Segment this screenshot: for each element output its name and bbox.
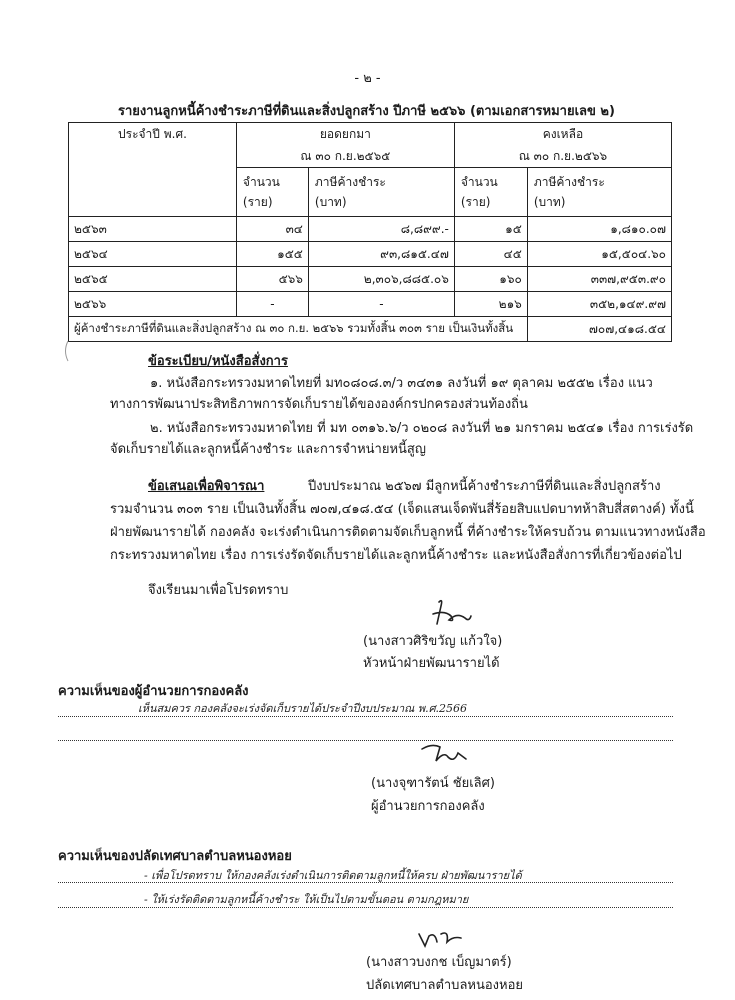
header-tax-label: ภาษีค้างชำระ	[533, 175, 605, 189]
signer-3-position: ปลัดเทศบาลตำบลหนองหอย	[366, 978, 524, 993]
cell-brought-count: ๕๖๖	[236, 267, 308, 292]
header-tax-unit: (บาท)	[533, 195, 566, 209]
proposal-line-4: กระทรวงมหาดไทย เรื่อง การเร่งรัดจัดเก็บรายได้และลูกหนี้ค้างชำระ และหนังสือสั่งการที่เกี่ยวข้องต่อไป	[110, 548, 682, 563]
signer-1-position: หัวหน้าฝ่ายพัฒนารายได้	[363, 656, 500, 671]
table-row	[69, 267, 672, 292]
table-row	[69, 217, 672, 242]
closing-text: จึงเรียนมาเพื่อโปรดทราบ	[148, 583, 289, 598]
header-year: ประจำปี พ.ศ.	[69, 123, 237, 217]
municipal-clerk-handwritten-note-2: - ให้เร่งรัดติดตามลูกหนี้ค้างชำระ ให้เป็นไปตามขั้นตอน ตามกฎหมาย	[144, 893, 469, 906]
cell-brought-tax: -	[308, 292, 454, 317]
header-tax-label: ภาษีค้างชำระ	[314, 175, 386, 189]
cell-remaining-tax: ๓๕๒,๑๔๙.๙๗	[527, 292, 671, 317]
margin-bracket-mark	[62, 340, 72, 366]
cell-brought-count: ๑๕๕	[236, 242, 308, 267]
total-label: ผู้ค้างชำระภาษีที่ดินและสิ่งปลูกสร้าง ณ ๓๐ ก.ย. ๒๕๖๖ รวมทั้งสิ้น ๓๐๓ ราย เป็นเงินทั้งสิ้น	[69, 317, 528, 342]
header-remaining-label: คงเหลือ	[542, 127, 584, 141]
cell-remaining-count: ๔๕	[454, 242, 527, 267]
total-row	[69, 317, 672, 342]
regulation-item-1-line-2: ทางการพัฒนาประสิทธิภาพการจัดเก็บรายได้ขององค์กรปกครองส่วนท้องถิ่น	[110, 397, 528, 412]
header-count-label: จำนวน	[460, 175, 498, 189]
regulations-heading: ข้อระเบียบ/หนังสือสั่งการ	[148, 354, 288, 369]
header-remaining	[454, 123, 671, 168]
header-brought-count	[236, 168, 308, 217]
cell-brought-tax: ๒,๓๐๖,๘๘๕.๐๖	[308, 267, 454, 292]
cell-year: ๒๕๖๖	[69, 292, 237, 317]
table-row	[69, 292, 672, 317]
municipal-clerk-opinion-heading: ความเห็นของปลัดเทศบาลตำบลหนองหอย	[58, 849, 292, 864]
cell-remaining-count: ๑๖๐	[454, 267, 527, 292]
proposal-heading: ข้อเสนอเพื่อพิจารณา	[148, 479, 265, 494]
opinion-dotted-line	[58, 740, 673, 741]
signer-1-name: (นางสาวศิริขวัญ แก้วใจ)	[363, 634, 503, 649]
header-brought-forward-date: ณ ๓๐ ก.ย.๒๕๖๕	[300, 149, 391, 163]
header-count-unit: (ราย)	[460, 195, 491, 209]
cell-remaining-tax: ๓๓๗,๙๕๓.๙๐	[527, 267, 671, 292]
header-tax-unit: (บาท)	[314, 195, 347, 209]
cell-remaining-tax: ๑,๘๑๐.๐๗	[527, 217, 671, 242]
cell-brought-tax: ๙๓,๘๑๕.๔๗	[308, 242, 454, 267]
tax-arrears-table	[68, 122, 672, 342]
header-brought-forward	[236, 123, 454, 168]
header-remaining-count	[454, 168, 527, 217]
cell-year: ๒๕๖๓	[69, 217, 237, 242]
cell-brought-count: ๓๔	[236, 217, 308, 242]
signature-3	[415, 928, 465, 952]
signature-2	[418, 741, 470, 767]
cell-remaining-count: ๒๑๖	[454, 292, 527, 317]
header-brought-tax	[308, 168, 454, 217]
regulation-item-1-line-1: ๑. หนังสือกระทรวงมหาดไทยที่ มท๐๘๐๘.๓/ว ๓๔๓๑ ลงวันที่ ๑๙ ตุลาคม ๒๕๕๒ เรื่อง แนว	[150, 376, 653, 391]
regulation-item-2-line-1: ๒. หนังสือกระทรวงมหาดไทย ที่ มท ๐๓๑๖.๖/ว ๐๒๐๘ ลงวันที่ ๒๑ มกราคม ๒๕๔๑ เรื่อง การเร่งรัด	[150, 421, 694, 436]
header-remaining-tax	[527, 168, 671, 217]
page-number: - ๒ -	[354, 71, 381, 86]
cell-brought-tax: ๘,๘๙๙.-	[308, 217, 454, 242]
signature-1	[425, 596, 475, 630]
municipal-clerk-handwritten-note-1: - เพื่อโปรดทราบ ให้กองคลังเร่งดำเนินการติดตามลูกหนี้ให้ครบ ฝ่ายพัฒนารายได้	[144, 869, 522, 882]
header-count-label: จำนวน	[242, 175, 280, 189]
signer-3-name: (นางสาวบงกช เบ็ญมาตร์)	[366, 955, 512, 970]
proposal-line-2: รวมจำนวน ๓๐๓ ราย เป็นเงินทั้งสิ้น ๗๐๗,๔๑๘.๕๔ (เจ็ดแสนเจ็ดพันสี่ร้อยสิบแปดบาทห้าสิบสี่สตางค์) ทั้งนี้	[110, 502, 694, 517]
cell-brought-count: -	[236, 292, 308, 317]
cell-remaining-count: ๑๕	[454, 217, 527, 242]
table-row	[69, 242, 672, 267]
signer-2-name: (นางจุฑารัตน์ ชัยเลิศ)	[371, 776, 495, 791]
report-title: รายงานลูกหนี้ค้างชำระภาษีที่ดินและสิ่งปลูกสร้าง ปีภาษี ๒๕๖๖ (ตามเอกสารหมายเลข ๒)	[118, 104, 615, 119]
finance-director-handwritten-note: เห็นสมควร กองคลังจะเร่งจัดเก็บรายได้ประจำปีงบประมาณ พ.ศ.2566	[138, 702, 468, 715]
proposal-line-1: ปีงบประมาณ ๒๕๖๗ มีลูกหนี้ค้างชำระภาษีที่ดินและสิ่งปลูกสร้าง	[308, 479, 661, 494]
header-brought-forward-label: ยอดยกมา	[319, 127, 371, 141]
header-count-unit: (ราย)	[242, 195, 273, 209]
signer-2-position: ผู้อำนวยการกองคลัง	[371, 799, 485, 814]
regulation-item-2-line-2: จัดเก็บรายได้และลูกหนี้ค้างชำระ และการจำหน่ายหนี้สูญ	[110, 442, 426, 457]
header-remaining-date: ณ ๓๐ ก.ย.๒๕๖๖	[518, 149, 608, 163]
cell-year: ๒๕๖๔	[69, 242, 237, 267]
total-value: ๗๐๗,๔๑๘.๕๔	[527, 317, 671, 342]
cell-year: ๒๕๖๕	[69, 267, 237, 292]
finance-director-opinion-heading: ความเห็นของผู้อำนวยการกองคลัง	[58, 684, 249, 699]
proposal-line-3: ฝ่ายพัฒนารายได้ กองคลัง จะเร่งดำเนินการติดตามจัดเก็บลูกหนี้ ที่ค้างชำระให้ครบถ้วน ตามแนวทางหนังสือ	[110, 525, 706, 540]
cell-remaining-tax: ๑๕,๕๐๔.๖๐	[527, 242, 671, 267]
